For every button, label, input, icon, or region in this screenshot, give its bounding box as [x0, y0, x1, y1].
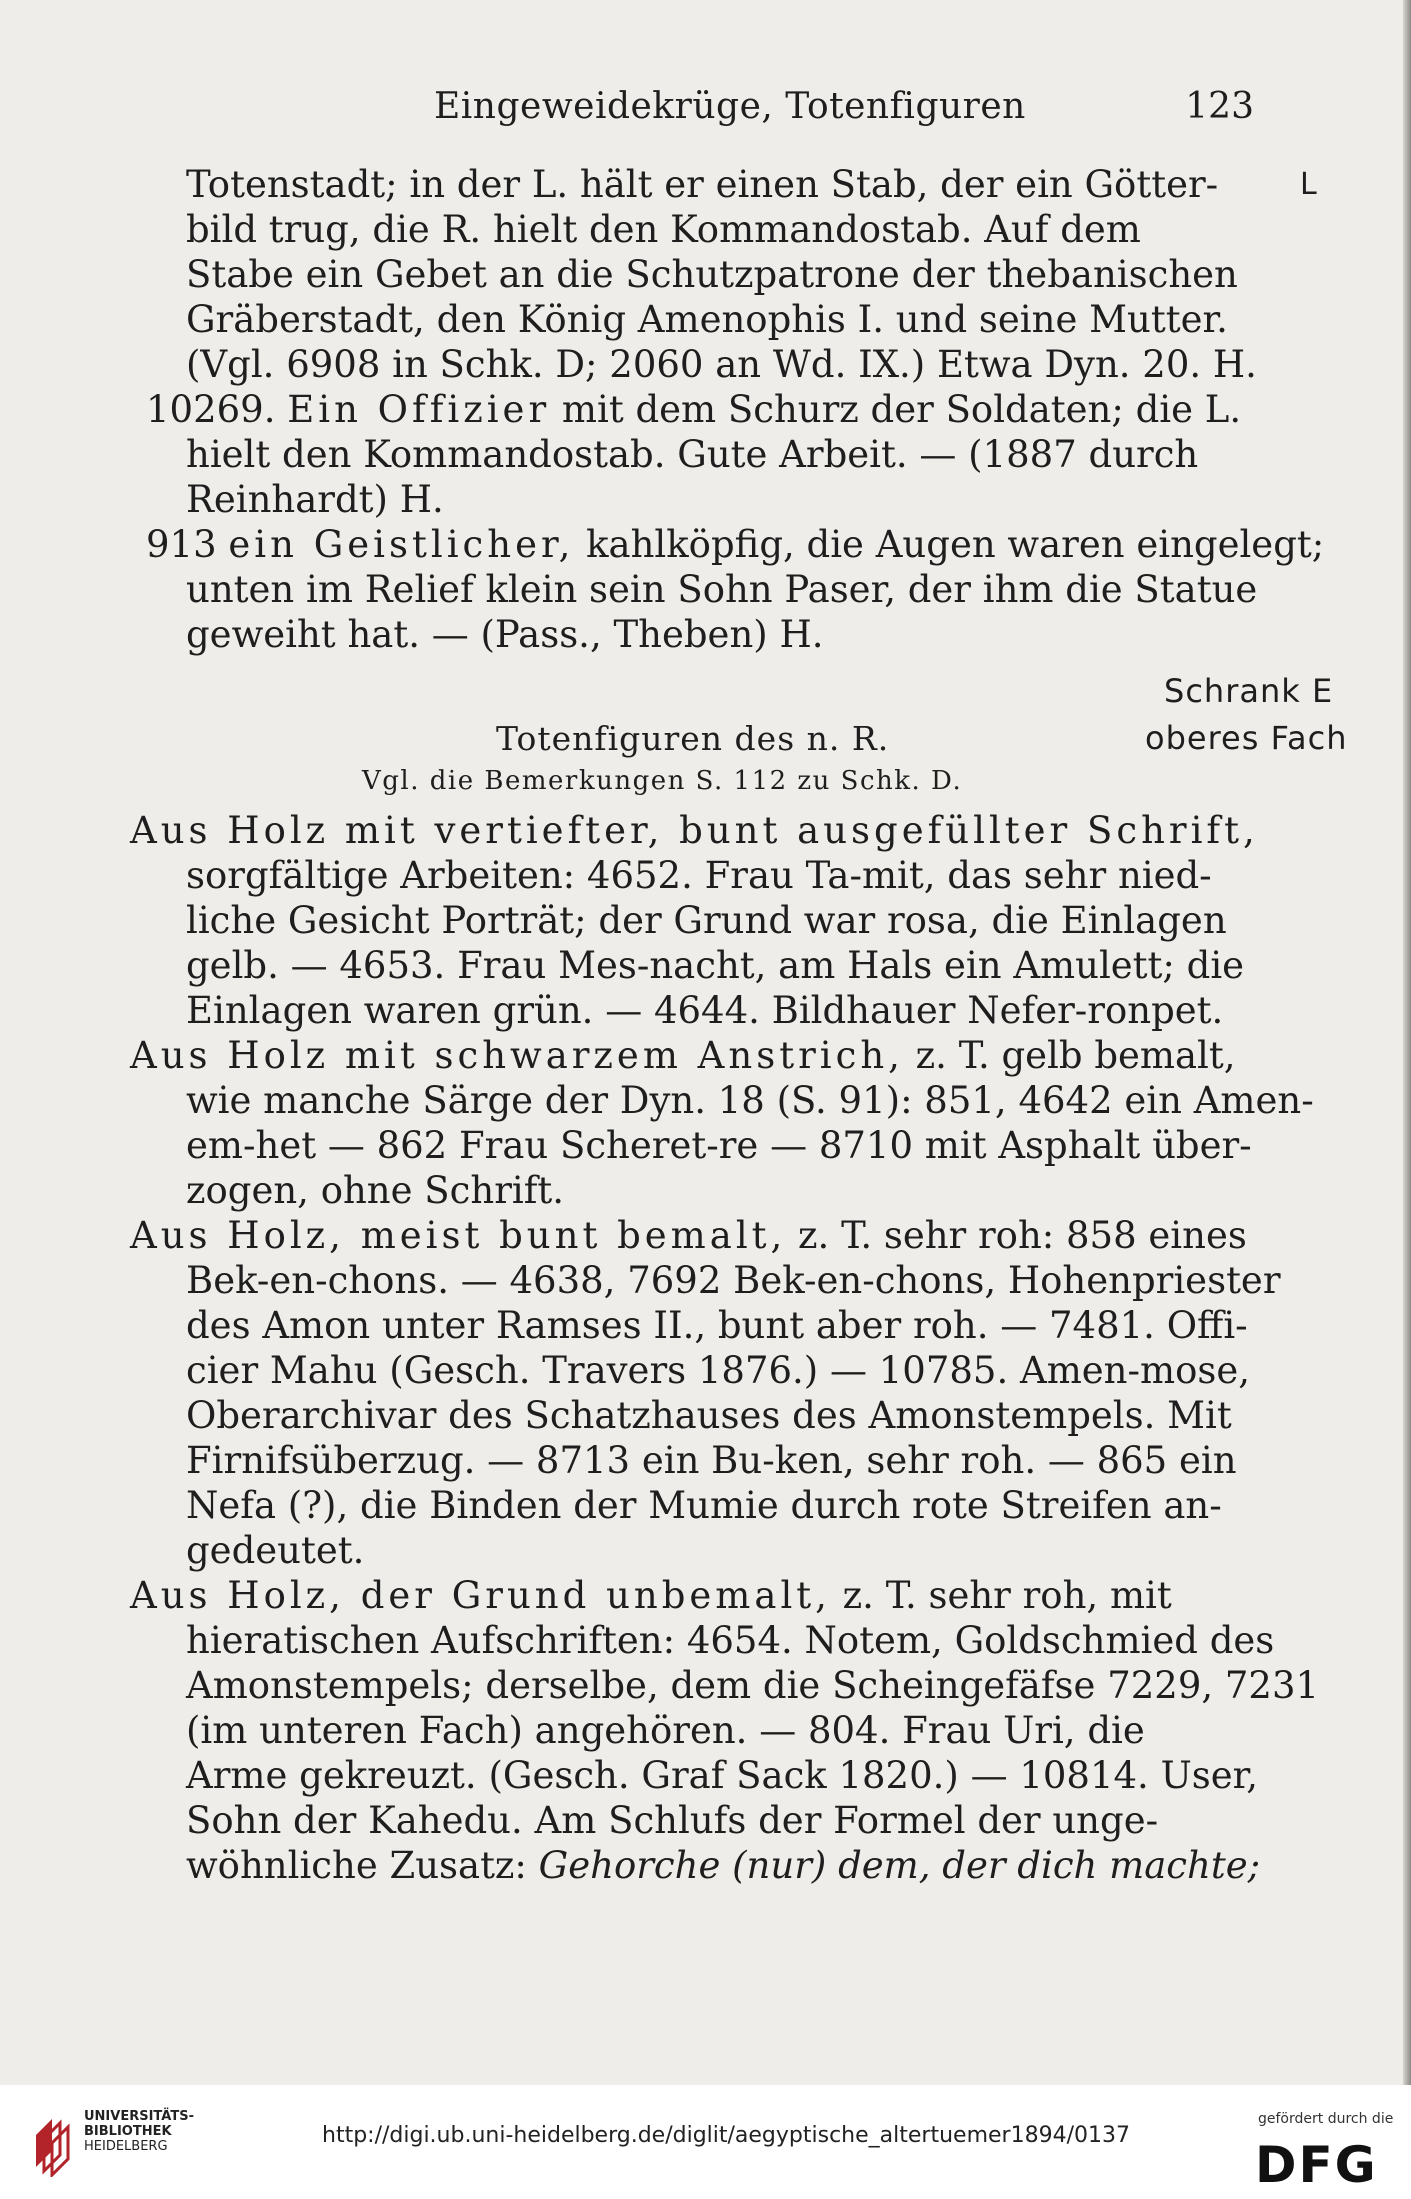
text-line — [130, 1574, 1172, 1617]
text-line: Einlagen waren grün. — 4644. Bildhauer Nefer-ronpet. — [186, 989, 1224, 1032]
text-line: Reinhardt) H. — [186, 478, 444, 521]
text-line: Totenstadt; in der L. hält er einen Stab, der ein Götter- — [186, 163, 1219, 206]
running-header — [184, 86, 1254, 126]
spaced-heading: Aus Holz, meist bunt bemalt, — [130, 1214, 787, 1257]
spaced-heading: Ein Offizier — [287, 388, 551, 431]
text-line: hielt den Kommandostab. Gute Arbeit. — (1887 durch — [186, 433, 1199, 476]
text-fragment: z. T. sehr roh: 858 eines — [786, 1214, 1247, 1257]
entry-number: 913 — [146, 523, 217, 566]
italic-quote: Gehorche (nur) dem, der dich machte; — [538, 1844, 1261, 1887]
text-line: (im unteren Fach) angehören. — 804. Frau Uri, die — [186, 1709, 1145, 1752]
text-line: wie manche Särge der Dyn. 18 (S. 91): 851, 4642 ein Amen- — [186, 1079, 1314, 1122]
text-line — [146, 388, 1242, 431]
text-line: liche Gesicht Porträt; der Grund war rosa, die Einlagen — [186, 899, 1227, 942]
text-line: geweiht hat. — (Pass., Theben) H. — [186, 613, 824, 656]
text-line: unten im Relief klein sein Sohn Paser, der ihm die Statue — [186, 568, 1258, 611]
text-line: Amonstempels; derselbe, dem die Scheingefäfse 7229, 7231 — [186, 1664, 1320, 1707]
source-url-link[interactable]: http://digi.ub.uni-heidelberg.de/diglit/aegyptische_altertuemer1894/0137 — [322, 2123, 1130, 2148]
text-fragment: kahlköpfig, die Augen waren eingelegt; — [574, 523, 1325, 566]
library-name-line: UNIVERSITÄTS- — [84, 2109, 194, 2124]
text-line: Stabe ein Gebet an die Schutzpatrone der thebanischen — [186, 253, 1238, 296]
spaced-heading: ein Geistlicher, — [228, 523, 575, 566]
text-fragment: z. T. gelb bemalt, — [903, 1034, 1236, 1077]
text-line — [130, 1214, 1247, 1257]
university-library-logo-icon — [30, 2107, 90, 2177]
text-line: cier Mahu (Gesch. Travers 1876.) — 10785. Amen-mose, — [186, 1349, 1251, 1392]
text-line — [146, 523, 1325, 566]
library-name-line: HEIDELBERG — [84, 2139, 168, 2154]
text-fragment: mit dem Schurz der Soldaten; die L. — [550, 388, 1242, 431]
text-line: Firnifsüberzug. — 8713 ein Bu-ken, sehr roh. — 865 ein — [186, 1439, 1237, 1482]
text-line: sorgfältige Arbeiten: 4652. Frau Ta-mit, das sehr nied- — [186, 854, 1212, 897]
section-title: Totenfiguren des n. R. — [496, 719, 890, 758]
library-name-line: BIBLIOTHEK — [84, 2124, 172, 2139]
text-line: gedeutet. — [186, 1529, 365, 1572]
margin-note: L — [1300, 167, 1318, 202]
text-fragment: z. T. sehr roh, mit — [830, 1574, 1172, 1617]
text-line: Arme gekreuzt. (Gesch. Graf Sack 1820.) — 10814. User, — [186, 1754, 1259, 1797]
running-title: Eingeweidekrüge, Totenfiguren — [434, 86, 1026, 127]
text-line: hieratischen Aufschriften: 4654. Notem, Goldschmied des — [186, 1619, 1275, 1662]
text-line: Aus Holz mit vertiefter, bunt ausgefüllter Schrift, — [130, 809, 1259, 852]
spaced-heading: Aus Holz mit schwarzem Anstrich, — [130, 1034, 904, 1077]
dfg-logo: DFG — [1255, 2136, 1378, 2194]
cabinet-label: Schrank E — [1164, 672, 1334, 710]
text-line: des Amon unter Ramses II., bunt aber roh. — 7481. Offi- — [186, 1304, 1248, 1347]
text-line: (Vgl. 6908 in Schk. D; 2060 an Wd. IX.) Etwa Dyn. 20. H. — [186, 343, 1257, 386]
page-number: 123 — [1185, 86, 1254, 127]
text-line — [130, 1034, 1236, 1077]
entry-number: 10269. — [146, 388, 276, 431]
text-line: gelb. — 4653. Frau Mes-nacht, am Hals ein Amulett; die — [186, 944, 1245, 987]
text-line: Nefa (?), die Binden der Mumie durch rote Streifen an- — [186, 1484, 1222, 1527]
page-spine-shadow — [1403, 0, 1411, 2085]
text-line: bild trug, die R. hielt den Kommandostab. Auf dem — [186, 208, 1141, 251]
text-line: Bek-en-chons. — 4638, 7692 Bek-en-chons, Hohenpriester — [186, 1259, 1281, 1302]
funding-note: gefördert durch die — [1258, 2111, 1394, 2127]
text-line: Oberarchivar des Schatzhauses des Amonstempels. Mit — [186, 1394, 1232, 1437]
library-name — [84, 2109, 194, 2154]
text-fragment: wöhnliche Zusatz: — [186, 1844, 539, 1887]
shelf-label: oberes Fach — [1145, 719, 1348, 757]
text-line: Sohn der Kahedu. Am Schlufs der Formel der unge- — [186, 1799, 1159, 1842]
text-line: Gräberstadt, den König Amenophis I. und seine Mutter. — [186, 298, 1228, 341]
text-line — [186, 1844, 1261, 1887]
text-line: zogen, ohne Schrift. — [186, 1169, 565, 1212]
text-line: em-het — 862 Frau Scheret-re — 8710 mit Asphalt über- — [186, 1124, 1252, 1167]
spaced-heading: Aus Holz, der Grund unbemalt, — [130, 1574, 831, 1617]
cross-reference: Vgl. die Bemerkungen S. 112 zu Schk. D. — [362, 766, 963, 796]
